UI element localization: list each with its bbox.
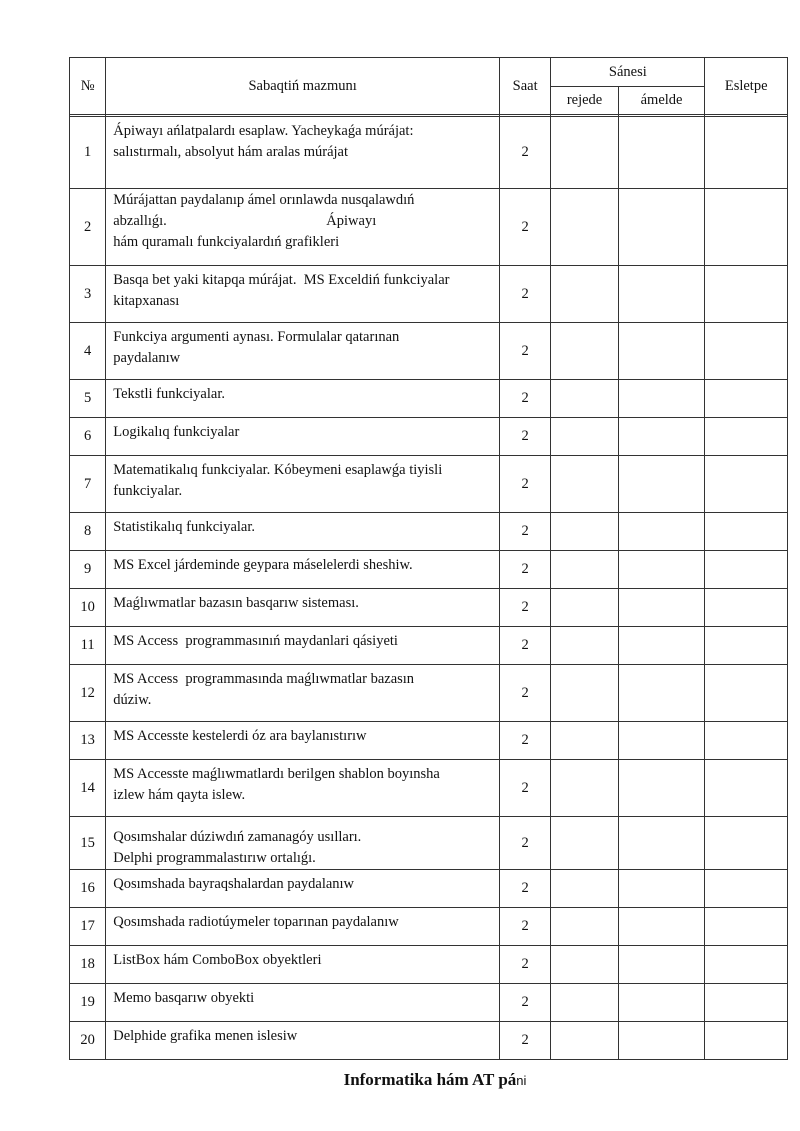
row-topic-text — [113, 870, 493, 895]
footer-bold: Informatika hám AT pá — [343, 1070, 517, 1089]
row-notes — [705, 908, 788, 946]
table-row — [70, 513, 788, 551]
row-topic — [106, 817, 500, 870]
row-planned — [551, 1022, 618, 1060]
row-planned — [551, 908, 618, 946]
row-number: 19 — [70, 984, 106, 1022]
row-actual — [618, 870, 705, 908]
row-topic-line: MS Excel járdeminde geypara máselelerdi sheshiw. — [113, 557, 413, 573]
row-hours: 2 — [499, 380, 550, 418]
row-topic — [106, 1022, 500, 1060]
row-actual — [618, 189, 705, 266]
header-topic: Sabaqtiń mazmunı — [106, 58, 500, 115]
row-hours: 2 — [499, 589, 550, 627]
row-topic-text — [113, 513, 493, 538]
row-number: 14 — [70, 760, 106, 817]
row-topic-line: hám quramalı funkciyalardıń grafikleri — [113, 234, 340, 250]
row-hours: 2 — [499, 418, 550, 456]
row-actual — [618, 760, 705, 817]
row-topic-text — [113, 946, 493, 971]
row-topic-text — [113, 189, 493, 253]
table-row — [70, 551, 788, 589]
table-row — [70, 266, 788, 323]
row-notes — [705, 456, 788, 513]
row-notes — [705, 665, 788, 722]
row-number: 4 — [70, 323, 106, 380]
row-topic-line: Qosımshalar dúziwdıń zamanagóy usılları. — [113, 829, 362, 845]
row-topic-line: Maǵlıwmatlar bazasın basqarıw sisteması. — [113, 595, 359, 611]
row-topic-line: Basqa bet yaki kitapqa múrájat. MS Exceldiń funkciyalar — [113, 272, 450, 288]
row-number: 17 — [70, 908, 106, 946]
header-hours: Saat — [499, 58, 550, 115]
row-topic — [106, 589, 500, 627]
row-hours: 2 — [499, 722, 550, 760]
row-topic — [106, 456, 500, 513]
row-planned — [551, 189, 618, 266]
row-number: 2 — [70, 189, 106, 266]
row-actual — [618, 418, 705, 456]
row-notes — [705, 117, 788, 189]
row-notes — [705, 323, 788, 380]
row-number: 1 — [70, 117, 106, 189]
row-actual — [618, 627, 705, 665]
row-topic-text — [113, 984, 493, 1009]
table-row — [70, 908, 788, 946]
row-notes — [705, 189, 788, 266]
row-topic-text — [113, 418, 493, 443]
row-number: 5 — [70, 380, 106, 418]
row-topic — [106, 117, 500, 189]
table-row — [70, 589, 788, 627]
row-notes — [705, 266, 788, 323]
row-planned — [551, 456, 618, 513]
row-planned — [551, 513, 618, 551]
footer-small: ni — [516, 1073, 527, 1088]
row-notes — [705, 513, 788, 551]
row-notes — [705, 551, 788, 589]
row-hours: 2 — [499, 908, 550, 946]
row-topic-text — [113, 722, 493, 747]
row-topic-line: MS Access programmasında maǵlıwmatlar bazasın — [113, 671, 415, 687]
row-notes — [705, 722, 788, 760]
row-hours: 2 — [499, 946, 550, 984]
row-topic — [106, 870, 500, 908]
row-actual — [618, 665, 705, 722]
table-row — [70, 323, 788, 380]
header-date: Sánesi — [551, 58, 705, 87]
table-row — [70, 117, 788, 189]
row-topic-text — [113, 817, 493, 869]
row-topic — [106, 189, 500, 266]
row-planned — [551, 817, 618, 870]
row-topic-line: Delphi programmalastırıw ortalıǵı. — [113, 850, 316, 866]
row-hours: 2 — [499, 870, 550, 908]
row-topic-line: Logikalıq funkciyalar — [113, 424, 240, 440]
row-topic-line: kitapxanası — [113, 293, 180, 309]
row-topic-line: Múrájattan paydalanıp ámel orınlawda nusqalawdıń — [113, 192, 415, 208]
row-planned — [551, 117, 618, 189]
row-planned — [551, 665, 618, 722]
row-hours: 2 — [499, 817, 550, 870]
row-actual — [618, 323, 705, 380]
row-planned — [551, 323, 618, 380]
row-notes — [705, 627, 788, 665]
row-actual — [618, 946, 705, 984]
row-actual — [618, 984, 705, 1022]
table-body — [70, 115, 788, 1060]
row-topic — [106, 266, 500, 323]
row-topic-line: Matematikalıq funkciyalar. Kóbeymeni esaplawǵa tiyisli — [113, 462, 443, 478]
row-notes — [705, 817, 788, 870]
row-hours: 2 — [499, 627, 550, 665]
row-number: 9 — [70, 551, 106, 589]
row-topic-line: Ápiwayı ańlatpalardı esaplaw. Yacheykaǵa múrájat: — [113, 123, 414, 139]
row-topic-text — [113, 380, 493, 405]
row-planned — [551, 627, 618, 665]
table-row — [70, 870, 788, 908]
row-number: 18 — [70, 946, 106, 984]
row-topic-text — [113, 551, 493, 576]
row-notes — [705, 946, 788, 984]
row-notes — [705, 1022, 788, 1060]
row-actual — [618, 551, 705, 589]
row-topic — [106, 760, 500, 817]
row-number: 16 — [70, 870, 106, 908]
row-topic-text — [113, 760, 493, 806]
row-topic-line: Tekstli funkciyalar. — [113, 386, 225, 402]
row-hours: 2 — [499, 266, 550, 323]
row-number: 13 — [70, 722, 106, 760]
table-row — [70, 665, 788, 722]
row-topic — [106, 323, 500, 380]
department-footer — [0, 1070, 800, 1090]
row-number: 8 — [70, 513, 106, 551]
row-actual — [618, 1022, 705, 1060]
row-hours: 2 — [499, 323, 550, 380]
row-planned — [551, 722, 618, 760]
row-topic-line: Qosımshada bayraqshalardan paydalanıw — [113, 876, 355, 892]
row-actual — [618, 513, 705, 551]
row-topic-text — [113, 627, 493, 652]
row-planned — [551, 870, 618, 908]
curriculum-table — [69, 57, 788, 1060]
row-topic-text — [113, 117, 493, 163]
row-actual — [618, 722, 705, 760]
row-topic-text — [113, 589, 493, 614]
row-planned — [551, 551, 618, 589]
table-row — [70, 984, 788, 1022]
row-planned — [551, 380, 618, 418]
row-number: 7 — [70, 456, 106, 513]
table-row — [70, 817, 788, 870]
row-number: 12 — [70, 665, 106, 722]
table-row — [70, 1022, 788, 1060]
row-topic — [106, 908, 500, 946]
row-topic-line: funkciyalar. — [113, 483, 183, 499]
header-num: № — [70, 58, 106, 115]
row-hours: 2 — [499, 984, 550, 1022]
row-topic-line: Statistikalıq funkciyalar. — [113, 519, 256, 535]
row-topic-line: Qosımshada radiotúymeler toparınan paydalanıw — [113, 914, 399, 930]
row-number: 20 — [70, 1022, 106, 1060]
row-hours: 2 — [499, 551, 550, 589]
row-topic-line: Funkciya argumenti aynası. Formulalar qatarınan — [113, 329, 400, 345]
row-number: 10 — [70, 589, 106, 627]
row-topic-text — [113, 1022, 493, 1047]
row-notes — [705, 418, 788, 456]
row-hours: 2 — [499, 665, 550, 722]
row-topic-line: MS Accesste kestelerdi óz ara baylanıstırıw — [113, 728, 367, 744]
row-topic-line: dúziw. — [113, 692, 152, 708]
row-topic-line: paydalanıw — [113, 350, 181, 366]
row-notes — [705, 589, 788, 627]
row-planned — [551, 418, 618, 456]
row-notes — [705, 380, 788, 418]
row-topic-line: izlew hám qayta islew. — [113, 787, 246, 803]
row-topic — [106, 627, 500, 665]
row-topic — [106, 722, 500, 760]
row-topic-line: ListBox hám ComboBox obyektleri — [113, 952, 322, 968]
row-topic — [106, 946, 500, 984]
row-topic-line: salıstırmalı, absolyut hám aralas múrájat — [113, 144, 349, 160]
row-hours: 2 — [499, 1022, 550, 1060]
row-topic — [106, 665, 500, 722]
row-number: 3 — [70, 266, 106, 323]
table-row — [70, 627, 788, 665]
row-number: 15 — [70, 817, 106, 870]
row-hours: 2 — [499, 117, 550, 189]
table-row — [70, 760, 788, 817]
row-topic-line: Memo basqarıw obyekti — [113, 990, 255, 1006]
row-number: 6 — [70, 418, 106, 456]
table-row — [70, 456, 788, 513]
row-topic — [106, 380, 500, 418]
row-topic-line: MS Accesste maǵlıwmatlardı berilgen shablon boyınsha — [113, 766, 440, 782]
row-actual — [618, 908, 705, 946]
table-row — [70, 418, 788, 456]
row-hours: 2 — [499, 760, 550, 817]
row-planned — [551, 589, 618, 627]
row-topic-text — [113, 323, 493, 369]
table-row — [70, 946, 788, 984]
table-row — [70, 722, 788, 760]
row-planned — [551, 266, 618, 323]
row-number: 11 — [70, 627, 106, 665]
row-topic-text — [113, 456, 493, 502]
row-actual — [618, 817, 705, 870]
row-actual — [618, 456, 705, 513]
row-planned — [551, 946, 618, 984]
row-topic — [106, 418, 500, 456]
row-hours: 2 — [499, 513, 550, 551]
row-notes — [705, 870, 788, 908]
row-actual — [618, 266, 705, 323]
table-row — [70, 189, 788, 266]
row-actual — [618, 380, 705, 418]
row-topic-line: MS Access programmasınıń maydanlari qásiyeti — [113, 633, 398, 649]
row-topic — [106, 513, 500, 551]
row-topic-text — [113, 665, 493, 711]
row-actual — [618, 589, 705, 627]
row-actual — [618, 117, 705, 189]
row-planned — [551, 760, 618, 817]
header-planned: rejede — [551, 87, 618, 115]
row-topic-text — [113, 908, 493, 933]
row-topic-text — [113, 266, 493, 312]
table-row — [70, 380, 788, 418]
row-topic — [106, 551, 500, 589]
row-notes — [705, 984, 788, 1022]
header-notes: Esletpe — [705, 58, 788, 115]
header-actual: ámelde — [618, 87, 705, 115]
row-notes — [705, 760, 788, 817]
row-planned — [551, 984, 618, 1022]
row-topic — [106, 984, 500, 1022]
row-hours: 2 — [499, 456, 550, 513]
row-hours: 2 — [499, 189, 550, 266]
row-topic-line: Delphide grafika menen islesiw — [113, 1028, 298, 1044]
row-topic-line: abzallıǵı. Ápiwayı — [113, 213, 377, 229]
